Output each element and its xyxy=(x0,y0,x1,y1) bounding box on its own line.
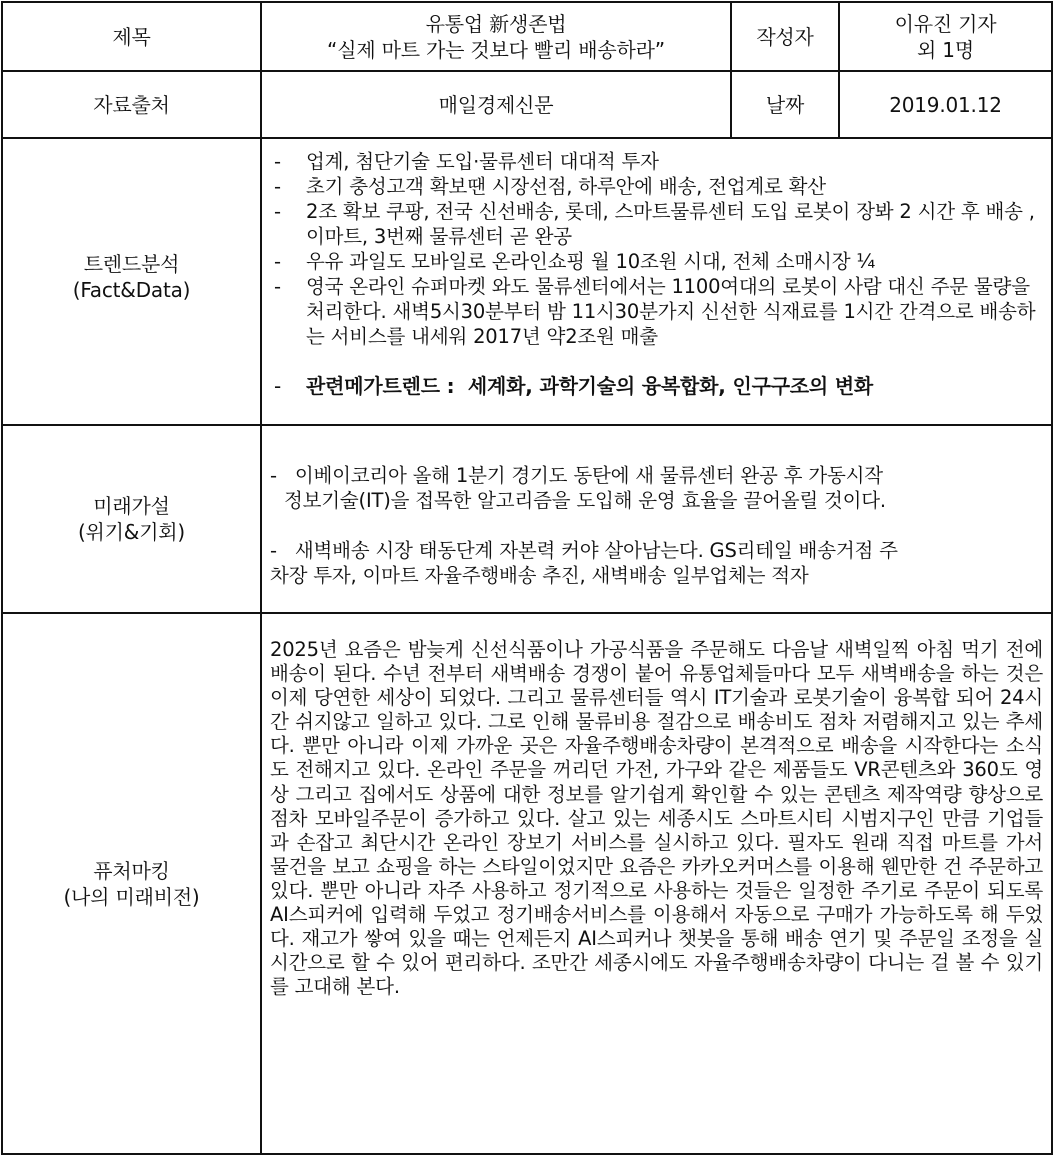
trend-label-line-1: 트렌드분석 xyxy=(83,252,180,276)
trend-item: - 영국 온라인 슈퍼마켓 와도 물류센터에서는 1100여대의 로봇이 사람 대신 주문 물량을 처리한다. 새벽5시30분부터 밤 11시30분가지 신선한 식재료를 1시간 간격으로 배송하는 서비스를 내세워 2017년 약2조원 매출 xyxy=(274,275,1036,348)
vision-content xyxy=(261,613,1052,1154)
trend-item: - 2조 확보 쿠팡, 전국 신선배송, 롯데, 스마트물류센터 도입 로봇이 장봐 2 시간 후 배송 , 이마트, 3번째 물류센터 곧 완공 xyxy=(274,200,1041,248)
report-table xyxy=(1,1,1053,1155)
trend-item: - 업계, 첨단기술 도입·물류센터 대대적 투자 xyxy=(274,150,659,173)
dash-bullet-icon: - xyxy=(274,175,281,198)
author-label: 작성자 xyxy=(731,2,839,71)
dash-bullet-icon: - xyxy=(274,275,281,298)
hypothesis-item-2-line-2: 차장 투자, 이마트 자율주행배송 추진, 새벽배송 일부업체는 적자 xyxy=(270,564,809,587)
dash-bullet-icon: - xyxy=(274,250,281,273)
vision-label-line-1: 퓨처마킹 xyxy=(93,858,170,883)
title-label: 제목 xyxy=(2,2,261,71)
date-value: 2019.01.12 xyxy=(839,71,1052,138)
author-line-1: 이유진 기자 xyxy=(894,11,997,36)
hypothesis-label xyxy=(2,425,261,613)
hypothesis-label-line-2: (위기&기회) xyxy=(77,520,186,544)
trend-item: - 우유 과일도 모바일로 온라인쇼핑 월 10조원 시대, 전체 소매시장 ¼ xyxy=(274,250,876,273)
title-line-2: “실제 마트 가는 것보다 빨리 배송하라” xyxy=(327,37,665,62)
trend-label-line-2: (Fact&Data) xyxy=(72,278,191,302)
title-row xyxy=(2,2,1052,71)
source-label: 자료출처 xyxy=(2,71,261,138)
dash-bullet-icon: - xyxy=(274,150,281,173)
vision-body: 2025년 요즘은 밤늦게 신선식품이나 가공식품을 주문해도 다음날 새벽일찍 아침 먹기 전에 배송이 된다. 수년 전부터 새벽배송 경쟁이 붙어 유통업체들마다 모두 새벽배송을 하는 것은 이제 당연한 세상이 되었다. 그리고 물류센터들 역시 IT기술과 로봇기술이 융복합 되어 24시간 쉬지않고 일하고 있다. 그로 인해 물류비용 절감으로 배송비도 점차 저렴해지고 있는 추세다. 뿐만 아니라 이제 가까운 곳은 자율주행배송차량이 본격적으로 배송을 시작한다는 소식도 전해지고 있다. 온라인 주문을 꺼리던 가전, 가구와 같은 제품들도 VR콘텐츠와 360도 영상 그리고 집에서도 상품에 대한 정보를 알기쉽게 확인할 수 있는 콘텐츠 제작역량 향상으로 점차 모바일주문이 증가하고 있다. 살고 있는 세종시도 스마트시티 시범지구인 만큼 기업들과 손잡고 최단시간 온라인 장보기 서비스를 실시하고 있다. 필자도 원래 직접 마트를 가서 물건을 보고 쇼핑을 하는 스타일이었지만 요즘은 카카오커머스를 이용해 웬만한 건 주문하고 있다. 뿐만 아니라 자주 사용하고 정기적으로 사용하는 것들은 일정한 주기로 주문이 되도록 AI스피커에 입력해 두었고 정기배송서비스를 이용해서 자동으로 구매가 가능하도록 해 두었다. 재고가 쌓여 있을 때는 언제든지 AI스피커나 챗봇을 통해 배송 연기 및 주문일 조정을 실시간으로 할 수 있어 편리하다. 조만간 세종시에도 자율주행배송차량이 다니는 걸 볼 수 있기를 고대해 본다. xyxy=(270,638,1043,999)
hypothesis-row xyxy=(2,425,1052,613)
spacer xyxy=(270,349,1043,374)
vision-row xyxy=(2,613,1052,1154)
source-row xyxy=(2,71,1052,138)
trend-row xyxy=(2,138,1052,425)
vision-label-line-2: (나의 미래비전) xyxy=(63,884,200,909)
hypothesis-label-line-1: 미래가설 xyxy=(93,494,170,518)
hypothesis-item-2-line-1: - 새벽배송 시장 태동단계 자본력 커야 살아남는다. GS리테일 배송거점 주 xyxy=(270,539,898,562)
title-value xyxy=(261,2,731,71)
trend-item: - 초기 충성고객 확보땐 시장선점, 하루안에 배송, 전업계로 확산 xyxy=(274,175,826,198)
hypothesis-content xyxy=(261,425,1052,613)
megatrend-item: - 관련메가트렌드 : 세계화, 과학기술의 융복합화, 인구구조의 변화 xyxy=(274,374,874,398)
author-line-2: 외 1명 xyxy=(917,37,974,62)
source-value: 매일경제신문 xyxy=(261,71,731,138)
dash-bullet-icon: - xyxy=(274,200,281,223)
vision-label xyxy=(2,613,261,1154)
hypothesis-item-1-line-1: - 이베이코리아 올해 1분기 경기도 동탄에 새 물류센터 완공 후 가동시작 xyxy=(270,464,883,487)
trend-content xyxy=(261,138,1052,425)
date-label: 날짜 xyxy=(731,71,839,138)
title-line-1: 유통업 新생존법 xyxy=(425,11,567,36)
author-value xyxy=(839,2,1052,71)
dash-bullet-icon: - xyxy=(274,374,282,398)
trend-bullet-list xyxy=(270,149,1043,399)
trend-label xyxy=(2,138,261,425)
hypothesis-item-1-line-2: 정보기술(IT)을 접목한 알고리즘을 도입해 운영 효율을 끌어올릴 것이다. xyxy=(284,489,886,512)
